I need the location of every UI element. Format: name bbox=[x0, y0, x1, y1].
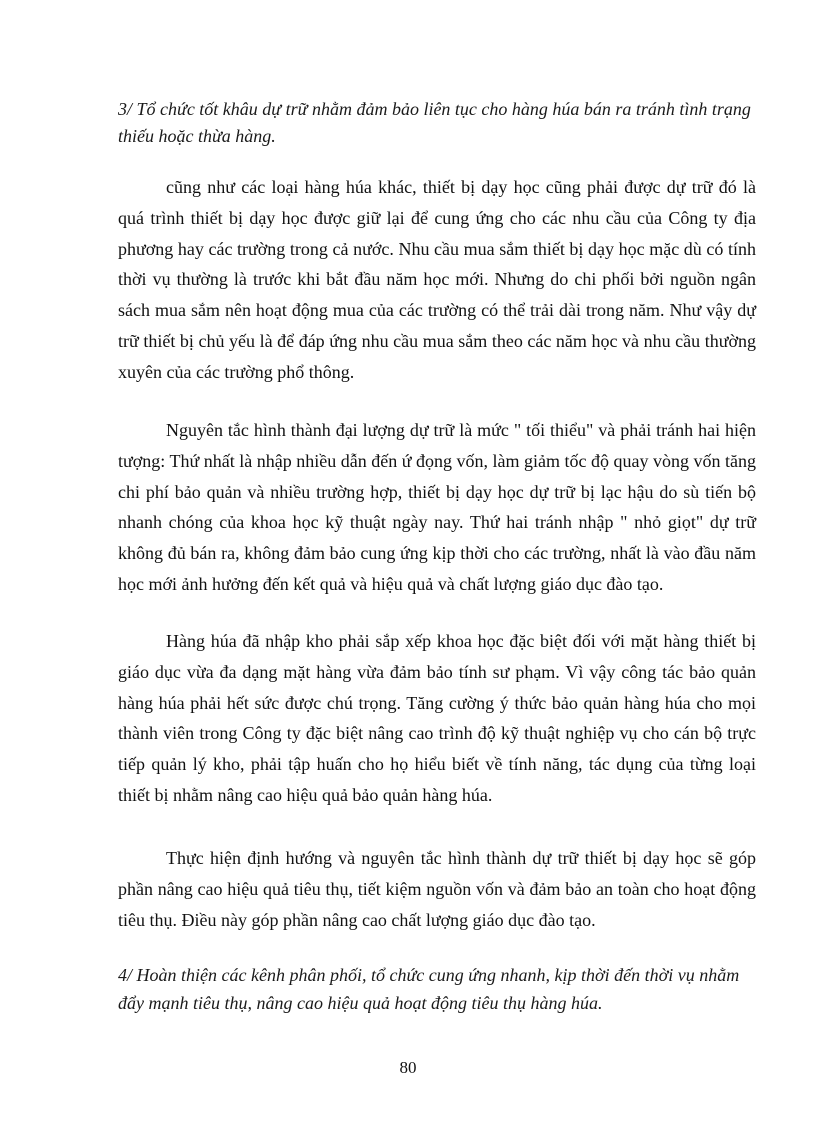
paragraph-inventory-principles: Nguyên tắc hình thành đại lượng dự trữ là mức " tối thiểu" và phải tránh hai hiện tượng: Thứ nhất là nhập nhiều dẫn đến ứ đọng vốn, làm giảm tốc độ quay vòng vốn tăng chi phí bảo quản và nhiều trường hợp, thiết bị dạy học dự trữ bị lạc hậu do sù tiến bộ nhanh chóng của khoa học kỹ thuật ngày nay. Thứ hai tránh nhập " nhỏ giọt" dự trữ không đủ bán ra, không đảm bảo cung ứng kịp thời cho các trường, nhất là vào đầu năm học mới ảnh hưởng đến kết quả và hiệu quả và chất lượng giáo dục đào tạo. bbox=[118, 420, 756, 594]
paragraph-inventory-intro: cũng như các loại hàng húa khác, thiết bị dạy học cũng phải được dự trữ đó là quá trình thiết bị dạy học được giữ lại để cung ứng cho các nhu cầu của Công ty địa phương hay các trường trong cả nước. Nhu cầu mua sắm thiết bị dạy học mặc dù có tính thời vụ thường là trước khi bắt đầu năm học mới. Nhưng do chi phối bởi nguồn ngân sách mua sắm nên hoạt động mua của các trường có thể trải dài trong năm. Như vậy dự trữ thiết bị chủ yếu là để đáp ứng nhu cầu mua sắm theo các năm học và nhu cầu thường xuyên của các trường phổ thông. bbox=[118, 177, 756, 382]
section-3-heading: 3/ Tổ chức tốt khâu dự trữ nhằm đảm bảo liên tục cho hàng húa bán ra tránh tình trạng thiếu hoặc thừa hàng. bbox=[118, 99, 751, 146]
paragraph-warehouse-storage: Hàng húa đã nhập kho phải sắp xếp khoa học đặc biệt đối với mặt hàng thiết bị giáo dục vừa đa dạng mặt hàng vừa đảm bảo tính sư phạm. Vì vậy công tác bảo quản hàng húa phải hết sức được chú trọng. Tăng cường ý thức bảo quản hàng húa cho mọi thành viên trong Công ty đặc biệt nâng cao trình độ kỹ thuật nghiệp vụ cho cán bộ trực tiếp quản lý kho, phải tập huấn cho họ hiểu biết về tính năng, tác dụng của từng loại thiết bị nhằm nâng cao hiệu quả bảo quản hàng húa. bbox=[118, 631, 756, 805]
paragraph-implementation: Thực hiện định hướng và nguyên tắc hình thành dự trữ thiết bị dạy học sẽ góp phần nâng cao hiệu quả tiêu thụ, tiết kiệm nguồn vốn và đảm bảo an toàn cho hoạt động tiêu thụ. Điều này góp phần nâng cao chất lượng giáo dục đào tạo. bbox=[118, 848, 756, 930]
section-4-heading: 4/ Hoàn thiện các kênh phân phối, tổ chức cung ứng nhanh, kịp thời đến thời vụ nhằm đẩy mạnh tiêu thụ, nâng cao hiệu quả hoạt động tiêu thụ hàng húa. bbox=[118, 965, 740, 1013]
page-number: 80 bbox=[399, 1058, 417, 1077]
